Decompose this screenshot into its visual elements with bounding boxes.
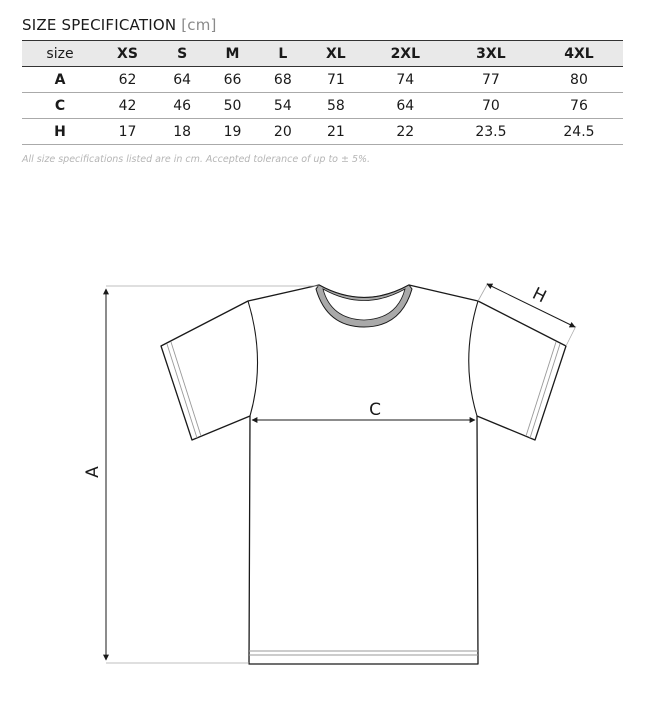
dimension-h-guide-top xyxy=(478,283,488,301)
tshirt-outline xyxy=(161,285,566,664)
size-header-xl: XL xyxy=(325,45,346,62)
table-cell: 42 xyxy=(98,93,157,119)
table-cell: 19 xyxy=(207,119,257,145)
table-cell: 74 xyxy=(364,67,447,93)
size-header-4xl: 4XL xyxy=(564,45,594,62)
table-cell: 18 xyxy=(157,119,207,145)
size-header-3xl: 3XL xyxy=(476,45,506,62)
table-cell: 17 xyxy=(98,119,157,145)
table-cell: 46 xyxy=(157,93,207,119)
table-cell: 50 xyxy=(207,93,257,119)
dimension-c-label: C xyxy=(369,400,381,420)
table-cell: 77 xyxy=(447,67,535,93)
table-cell: 76 xyxy=(535,93,623,119)
dimension-h-label: H xyxy=(529,283,550,308)
dimension-h-guide-bottom xyxy=(566,326,576,346)
corner-label: size xyxy=(46,45,74,62)
size-header-l: L xyxy=(278,45,288,62)
row-label: H xyxy=(22,119,98,145)
table-cell: 21 xyxy=(308,119,364,145)
table-cell: 64 xyxy=(157,67,207,93)
table-cell: 24.5 xyxy=(535,119,623,145)
row-label: A xyxy=(22,67,98,93)
table-cell: 68 xyxy=(258,67,308,93)
tolerance-note: All size specifications listed are in cm. Accepted tolerance of up to ± 5%. xyxy=(22,154,371,165)
title-unit: [cm] xyxy=(181,16,217,34)
table-cell: 20 xyxy=(258,119,308,145)
size-header-m: M xyxy=(225,45,240,62)
table-cell: 22 xyxy=(364,119,447,145)
table-cell: 54 xyxy=(258,93,308,119)
size-header-2xl: 2XL xyxy=(390,45,421,62)
size-header-xs: XS xyxy=(117,45,138,62)
table-cell: 66 xyxy=(207,67,257,93)
table-cell: 71 xyxy=(308,67,364,93)
title-text: SIZE SPECIFICATION xyxy=(22,16,177,34)
row-label: C xyxy=(22,93,98,119)
dimension-a-label: A xyxy=(83,466,103,478)
table-cell: 58 xyxy=(308,93,364,119)
size-header-s: S xyxy=(177,45,188,62)
table-cell: 23.5 xyxy=(447,119,535,145)
table-cell: 62 xyxy=(98,67,157,93)
table-cell: 80 xyxy=(535,67,623,93)
table-cell: 70 xyxy=(447,93,535,119)
table-cell: 64 xyxy=(364,93,447,119)
